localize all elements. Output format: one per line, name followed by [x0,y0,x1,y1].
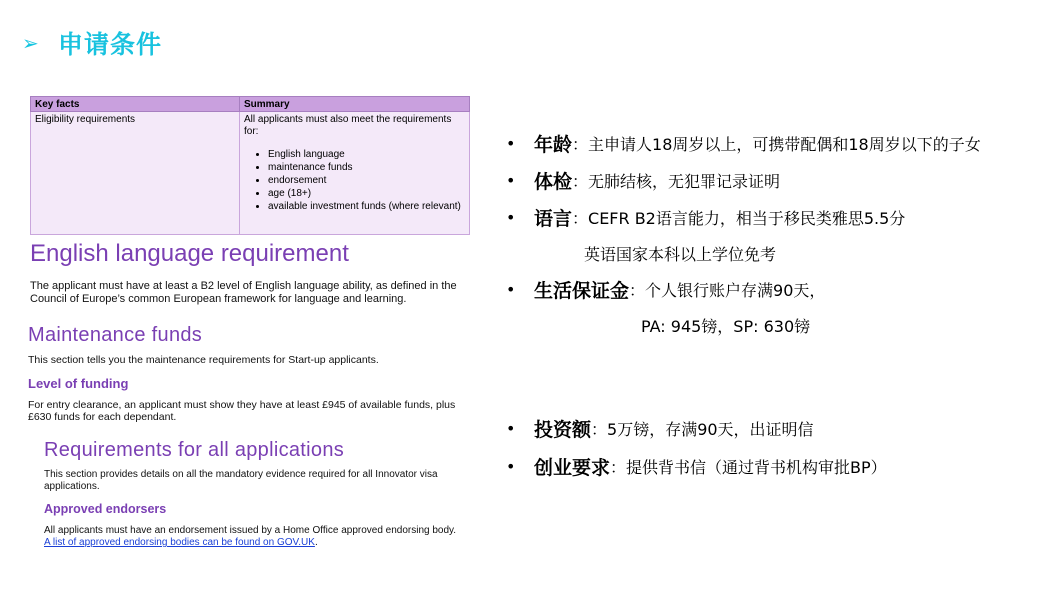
table-row [31,112,470,235]
table-header-row [31,97,470,112]
list-item: • available investment funds (where relevant) [268,200,465,213]
bullet-label: 生活保证金 [534,280,630,302]
language-continuation: 英语国家本科以上学位免考 [584,245,777,264]
bullet-text: ：无肺结核，无犯罪记录证明 [572,172,781,191]
table-header-key-facts: Key facts [31,97,240,112]
bullet-text: ：5万镑，存满90天，出证明信 [591,420,814,439]
requirements-text: This section provides details on all the mandatory evidence required for all Innovator visa applications. [44,469,438,492]
bullet-text: ：主申请人18周岁以上，可携带配偶和18周岁以下的子女 [572,135,981,154]
funds-continuation: PA: 945镑，SP: 630镑 [641,317,811,336]
bullet-label: 投资额 [534,419,592,441]
bullet-text: ：CEFR B2语言能力，相当于移民类雅思5.5分 [572,209,906,228]
bullet-text: ：提供背书信（通过背书机构审批BP） [610,458,887,477]
endorsers-text [44,525,464,549]
bullet-label: 体检 [534,171,573,193]
endorsers-heading: Approved endorsers [44,502,167,516]
funding-heading: Level of funding [28,376,129,391]
funding-text: For entry clearance, an applicant must show they have at least £945 of available funds, plus £630 funds for each dependant. [28,399,456,423]
maintenance-heading: Maintenance funds [28,324,203,346]
endorsers-body: All applicants must have an endorsement issued by a Home Office approved endorsing body. [44,525,457,536]
endorsers-period: . [314,537,318,548]
bullet-text: ：个人银行账户存满90天， [629,281,826,300]
bullet-dot-icon: • [506,208,516,227]
bullet-dot-icon: • [506,134,516,153]
arrow-bullet-icon: ➢ [22,31,39,55]
bullet-language [506,204,905,231]
table-header-summary: Summary [240,97,470,112]
title-row [22,26,162,60]
key-facts-table [30,96,470,235]
bullet-funds [506,276,825,303]
bullet-label: 语言 [534,208,573,230]
page-title: 申请条件 [58,30,163,59]
bullet-dot-icon: • [506,171,516,190]
requirements-list [244,148,465,213]
list-item: • age (18+) [268,187,465,200]
table-cell-label: Eligibility requirements [31,112,240,235]
bullet-investment [506,415,814,442]
endorsers-link[interactable]: A list of approved endorsing bodies can be found on GOV.UK [44,537,315,548]
summary-intro: All applicants must also meet the requirements for: [244,114,452,137]
bullet-age [506,130,981,157]
list-item: • English language [268,148,465,161]
bullet-label: 创业要求 [534,457,611,479]
maintenance-text: This section tells you the maintenance requirements for Start-up applicants. [28,354,379,366]
table-cell-summary [240,112,470,235]
document-excerpt [30,96,470,556]
bullet-dot-icon: • [506,419,516,438]
bullet-dot-icon: • [506,457,516,476]
bullet-business [506,453,887,480]
bullet-dot-icon: • [506,280,516,299]
list-item: • endorsement [268,174,465,187]
english-text: The applicant must have at least a B2 level of English language ability, as defined in the Council of Europe’s common European framework for language and learning. [30,280,457,305]
bullet-label: 年龄 [534,134,573,156]
requirements-heading: Requirements for all applications [44,439,345,461]
english-heading: English language requirement [30,240,349,267]
list-item: • maintenance funds [268,161,465,174]
bullet-medical [506,167,780,194]
